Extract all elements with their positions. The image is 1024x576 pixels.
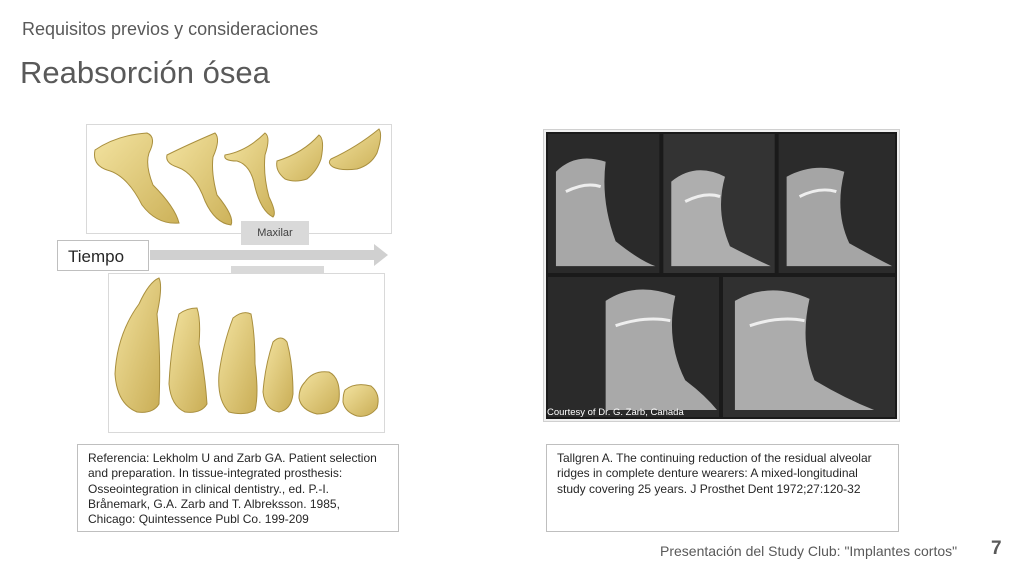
xray-montage-image <box>543 129 900 422</box>
reference-tallgren: Tallgren A. The continuing reduction of the residual alveolar ridges in complete denture wearers: A mixed-longitudinal study covering 25 years. J Prosthet Dent 1972;27:120-32 <box>546 444 899 532</box>
footer-text: Presentación del Study Club: "Implantes cortos" <box>660 543 958 559</box>
maxilar-bone-image <box>86 124 392 234</box>
mandibula-bone-image <box>108 273 385 433</box>
tiempo-label: Tiempo <box>57 240 149 271</box>
xray-courtesy-caption: Courtesy of Dr. G. Zarb, Canada <box>547 407 684 418</box>
slide-subtitle: Requisitos previos y consideraciones <box>22 19 319 39</box>
slide-title: Reabsorción ósea <box>20 55 270 90</box>
page-number: 7 <box>991 538 1002 559</box>
maxilar-label: Maxilar <box>241 221 309 245</box>
time-arrow <box>150 242 390 268</box>
reference-lekholm: Referencia: Lekholm U and Zarb GA. Patient selection and preparation. In tissue-integrated prosthesis: Osseointegration in clinical dentistry., ed. P.-I. Brånemark, G.A. Zarb and T. Albreksson. 1985, Chicago: Quintessence Publ Co. 199-209 <box>77 444 399 532</box>
